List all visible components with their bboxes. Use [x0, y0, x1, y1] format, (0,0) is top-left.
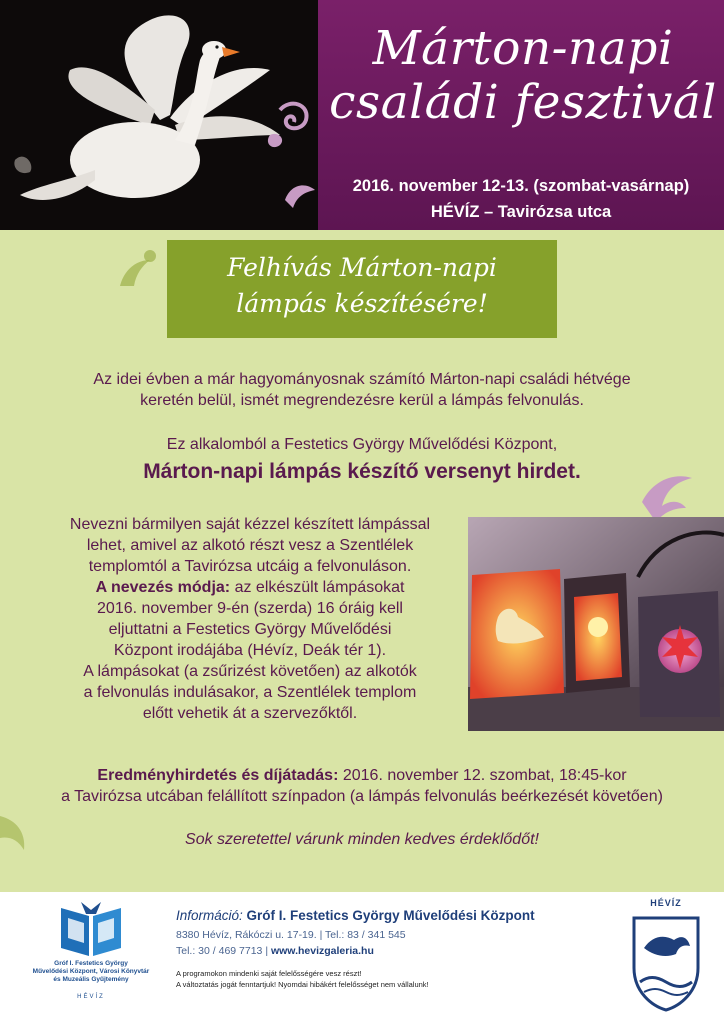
info-heading: [176, 908, 596, 923]
competition-headline: Márton-napi lámpás készítő versenyt hirdet.: [143, 460, 581, 483]
festival-date: 2016. november 12-13. (szombat-vasárnap): [352, 177, 690, 195]
festival-location: HÉVÍZ – Tavirózsa utca: [430, 203, 612, 221]
banner-line-1: Felhívás Márton-napi: [227, 253, 497, 282]
entry-line-1: Nevezni bármilyen saját kézzel készített lámpással: [69, 516, 431, 533]
return-line-1: A lámpásokat (a zsűrizést követően) az alkotók: [83, 663, 417, 680]
website-link[interactable]: www.hevizgaleria.hu: [270, 945, 374, 957]
title-panel: [318, 0, 724, 230]
mobile-phone: Tel.: 30 / 469 7713 |: [176, 945, 271, 957]
heviz-crest: [626, 898, 706, 1018]
entry-line-3: templomtól a Tavirózsa utcáig a felvonuláson.: [88, 558, 412, 575]
goose-photo: [0, 0, 318, 230]
info-organization: Gróf I. Festetics György Művelődési Központ: [246, 908, 535, 923]
results-line-2: a Tavirózsa utcában felállított színpadon (a lámpás felvonulás beérkezését követően): [61, 788, 663, 805]
call-for-lanterns-banner: [167, 240, 557, 338]
contact-info: [176, 908, 596, 959]
logo-caption: [16, 960, 166, 984]
lanterns-photo: [468, 517, 724, 731]
closing-line: Sok szeretettel várunk minden kedves érdeklődőt!: [185, 831, 539, 848]
crest-title: HÉVÍZ: [650, 898, 682, 908]
method-text: az elkészült lámpásokat: [230, 579, 405, 596]
entry-details-paragraph: [40, 514, 460, 724]
intro-line-2: keretén belül, ismét megrendezésre kerül a lámpás felvonulás.: [140, 392, 584, 409]
goose-illustration: [0, 0, 318, 230]
intro-line-1: Az idei évben a már hagyományosnak számító Márton-napi családi hétvége: [93, 371, 631, 388]
logo-caption-line-2: Művelődési Központ, Városi Könyvtár: [32, 968, 150, 975]
footer: [0, 892, 724, 1024]
disclaimer-line-2: A változtatás jogát fenntartjuk! Nyomdai hibákért felelősséget nem vállalunk!: [176, 980, 429, 989]
entry-line-2: lehet, amivel az alkotó részt vesz a Szentlélek: [86, 537, 414, 554]
title-line-2: családi fesztivál: [329, 75, 717, 130]
organizer-line: Ez alkalomból a Festetics György Művelődési Központ,: [166, 436, 558, 453]
method-line-2: 2016. november 9-én (szerda) 16 óráig kell: [97, 600, 403, 617]
results-label: Eredményhirdetés és díjátadás:: [97, 767, 339, 784]
disclaimer: [176, 968, 429, 990]
method-line-3: eljuttatni a Festetics György Művelődési: [108, 621, 392, 638]
floral-ornament-icon: [110, 236, 170, 296]
logo-city: HÉVÍZ: [77, 994, 105, 1000]
cultural-center-logo: [16, 898, 166, 1016]
logo-caption-line-1: Gróf I. Festetics György: [54, 960, 128, 967]
banner-line-2: lámpás készítésére!: [236, 289, 488, 318]
results-line-1: [20, 765, 704, 786]
return-line-3: előtt vehetik át a szervezőktől.: [142, 705, 358, 722]
results-paragraph: [20, 765, 704, 807]
method-line-4: Központ irodájába (Hévíz, Deák tér 1).: [113, 642, 387, 659]
intro-paragraph: [30, 369, 694, 411]
logo-caption-line-3: és Muzeális Gyűjtemény: [53, 976, 129, 983]
method-line: [40, 577, 460, 598]
festival-title: [328, 22, 718, 130]
phone-web-line: [176, 943, 596, 959]
banner-text: [167, 250, 557, 322]
lanterns-illustration: [468, 517, 724, 731]
info-label: Információ:: [176, 908, 243, 923]
title-line-1: Márton-napi: [372, 21, 674, 76]
coat-of-arms-icon: [630, 912, 702, 1012]
book-logo-icon: [56, 898, 126, 958]
disclaimer-line-1: A programokon mindenki saját felelősségére vesz részt!: [176, 969, 362, 978]
return-line-2: a felvonulás indulásakor, a Szentlélek templom: [83, 684, 417, 701]
results-time: 2016. november 12. szombat, 18:45-kor: [338, 767, 627, 784]
method-label: A nevezés módja:: [95, 579, 231, 596]
address-line: 8380 Hévíz, Rákóczi u. 17-19. | Tel.: 83 / 341 545: [176, 929, 406, 941]
